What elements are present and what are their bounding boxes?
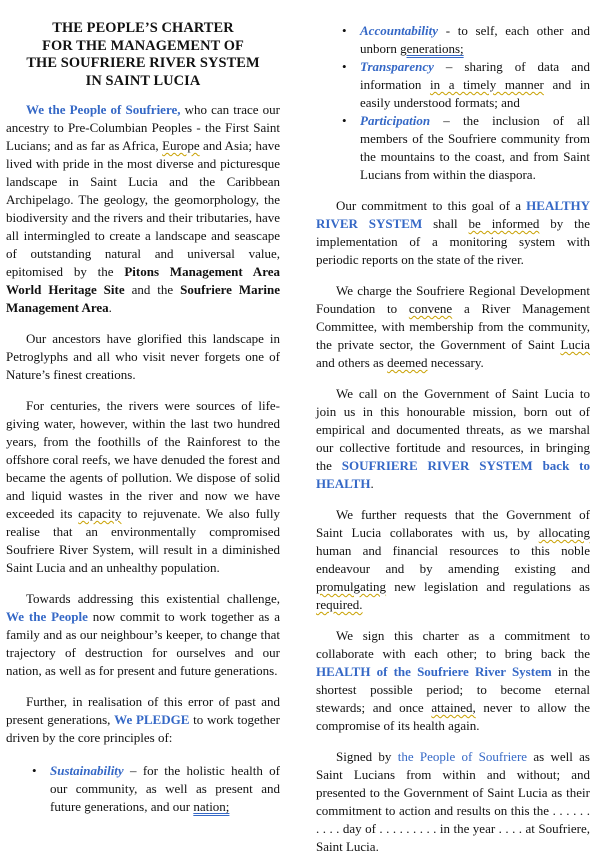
spell-flag-timely: in a timely manner <box>429 77 544 92</box>
people-of-soufriere-highlight: the People of Soufriere <box>397 749 528 764</box>
text-run: We call on the Government of Saint Lucia to join us in this honourable mission, born out of empirical and documented threats, as we marshal our collective fortitude and resources, in bringing the <box>316 386 590 473</box>
text-run: - to self, each other and unborn <box>360 23 590 56</box>
text-run: Further, in realisation of this error of past and present generations, <box>6 694 280 727</box>
principle-term: Accountability <box>360 23 438 38</box>
paragraph-we-the-people <box>6 101 280 317</box>
spell-flag-be-informed: be informed <box>468 216 540 231</box>
text-run: and others as <box>316 355 388 370</box>
text-run: . <box>108 300 112 315</box>
text-run: a River Management Committee, with membership from the community, the private sector, the Government of Saint <box>316 301 590 352</box>
principles-list-start <box>6 762 280 816</box>
paragraph-centuries <box>6 397 280 577</box>
pitons-name: Pitons Management Area World Heritage Site <box>6 264 280 297</box>
text-run: necessary. <box>427 355 484 370</box>
grammar-flag-generations: generations; <box>400 41 464 56</box>
title-line-3: THE SOUFRIERE RIVER SYSTEM <box>26 55 260 71</box>
paragraph-signed-by <box>316 748 590 856</box>
principle-term: Sustainability <box>50 763 124 778</box>
bullet-icon: • <box>32 763 37 778</box>
text-run: Towards addressing this existential challenge, <box>26 591 280 606</box>
text-run: We further requests that the Government of Saint Lucia collaborates with us, by <box>316 507 590 540</box>
text-run: – the inclusion of all members of the Soufriere community from the mountains to the coast, and from Saint Lucians from within the diaspora. <box>360 113 590 182</box>
spell-flag-allocating: allocating <box>538 525 590 540</box>
paragraph-ancestors: Our ancestors have glorified this landscape in Petroglyphs and all who visit never forgets one of Nature’s finest creations. <box>6 331 280 382</box>
text-run: and Asia; have lived with pride in the most diverse and picturesque landscape in Saint Lucia and the Caribbean Archipelago. The geology, the geomorphology, the biodiversity and the rivers and their tributaries, have all intermingled to create a landscape and seascape of outstanding natural and universal value, epitomised by the <box>6 138 280 279</box>
paragraph-sign <box>316 627 590 735</box>
list-item <box>316 22 590 58</box>
text-run: to work together driven by the core principles of: <box>6 712 281 745</box>
text-run: who can trace our ancestry to Pre-Columbian Peoples - the First Saint Lucians; and as far as Africa, <box>6 102 281 153</box>
spell-flag-attained: attained, <box>431 700 476 715</box>
title-line-1: THE PEOPLE’S CHARTER <box>52 20 234 36</box>
bullet-icon: • <box>342 59 347 74</box>
text-run: by the implementation of a monitoring system with periodic reports on the state of the river. <box>316 216 590 267</box>
text-run: never to allow the compromise of its health again. <box>316 700 590 733</box>
principle-term: Transparency <box>360 59 434 74</box>
health-of-river-highlight: HEALTH of the Soufriere River System <box>316 664 552 679</box>
grammar-flag-nation: nation; <box>193 799 230 814</box>
text-run: shall <box>422 216 469 231</box>
smma-name: Soufriere Marine Management Area <box>6 282 281 315</box>
right-column <box>316 22 590 856</box>
we-pledge-highlight: We PLEDGE <box>114 712 190 727</box>
healthy-river-highlight: HEALTHY RIVER SYSTEM <box>316 198 590 231</box>
list-item <box>316 112 590 184</box>
spell-flag-europe: Europe <box>162 138 200 153</box>
text-run: as well as Saint Lucians from within and without; and presented to the Government of Saint Lucia as their commitment to action and results on this the . . . . . . . . . . day of . . . . . . . . . in the year . . . . at Soufriere, Saint Lucia. <box>316 749 590 854</box>
text-run: Our commitment to this goal of a <box>336 198 527 213</box>
text-run: Signed by <box>336 749 398 764</box>
principle-term: Participation <box>360 113 431 128</box>
text-run: to rejuvenate. We also fully realise that an environmentally compromised Soufriere River System, will result in a diminished Saint Lucia and an unhealthy population. <box>6 506 280 575</box>
spell-flag-capacity: capacity <box>78 506 122 521</box>
text-run: For centuries, the rivers were sources of life-giving water, however, within the last two hundred years, from the foothills of the Rainforest to the offshore coral reefs, we have denuded the forest and became the agents of pollution. We dispose of solid and liquid wastes in the river and now we have exceeded its <box>6 398 280 521</box>
bullet-icon: • <box>342 113 347 128</box>
text-run: new legislation and regulations as <box>386 579 590 594</box>
paragraph-pledge <box>6 693 280 747</box>
left-column <box>6 0 280 816</box>
paragraph-charge <box>316 282 590 372</box>
bullet-icon: • <box>342 23 347 38</box>
charter-title <box>6 20 280 90</box>
spell-flag-lucia: Lucia <box>560 337 590 352</box>
text-run: – sharing of data and information <box>360 59 590 92</box>
text-run: human and financial resources to this noble endeavour and by amending existing and <box>316 543 590 576</box>
spell-flag-required: required. <box>316 597 363 612</box>
text-run: We charge the Soufriere Regional Development Foundation to <box>316 283 590 316</box>
list-item <box>316 58 590 112</box>
text-run: We sign this charter as a commitment to collaborate with each other; to bring back the <box>316 628 590 661</box>
paragraph-requests <box>316 506 590 614</box>
text-run: in the shortest possible period; to become eternal stewards; and once <box>316 664 591 715</box>
paragraph-call-on-government <box>316 385 590 493</box>
paragraph-commitment <box>316 197 590 269</box>
principles-list-continued <box>316 22 590 184</box>
list-item <box>6 762 280 816</box>
back-to-health-highlight: SOUFRIERE RIVER SYSTEM back to HEALTH <box>316 458 591 491</box>
title-line-4: IN SAINT LUCIA <box>85 72 201 89</box>
text-run: and in easily understood formats; and <box>360 77 590 110</box>
spell-flag-deemed: deemed <box>387 355 428 370</box>
text-run: . <box>370 476 374 491</box>
paragraph-existential <box>6 590 280 680</box>
spell-flag-promulgating: promulgating <box>316 579 387 594</box>
text-run: and the <box>124 282 181 297</box>
we-the-people-highlight: We the People <box>6 609 88 624</box>
text-run: – for the holistic health of our community, as well as present and future generations, and our <box>50 763 280 814</box>
title-line-2: FOR THE MANAGEMENT OF <box>42 37 244 54</box>
text-run: now commit to work together as a family and as our neighbour’s keeper, to change that trajectory of destruction for ourselves and our nation, as well as for present and future generations. <box>6 609 280 678</box>
spell-flag-convene: convene <box>408 301 453 316</box>
we-the-people-lead: We the People of Soufriere, <box>26 102 181 117</box>
